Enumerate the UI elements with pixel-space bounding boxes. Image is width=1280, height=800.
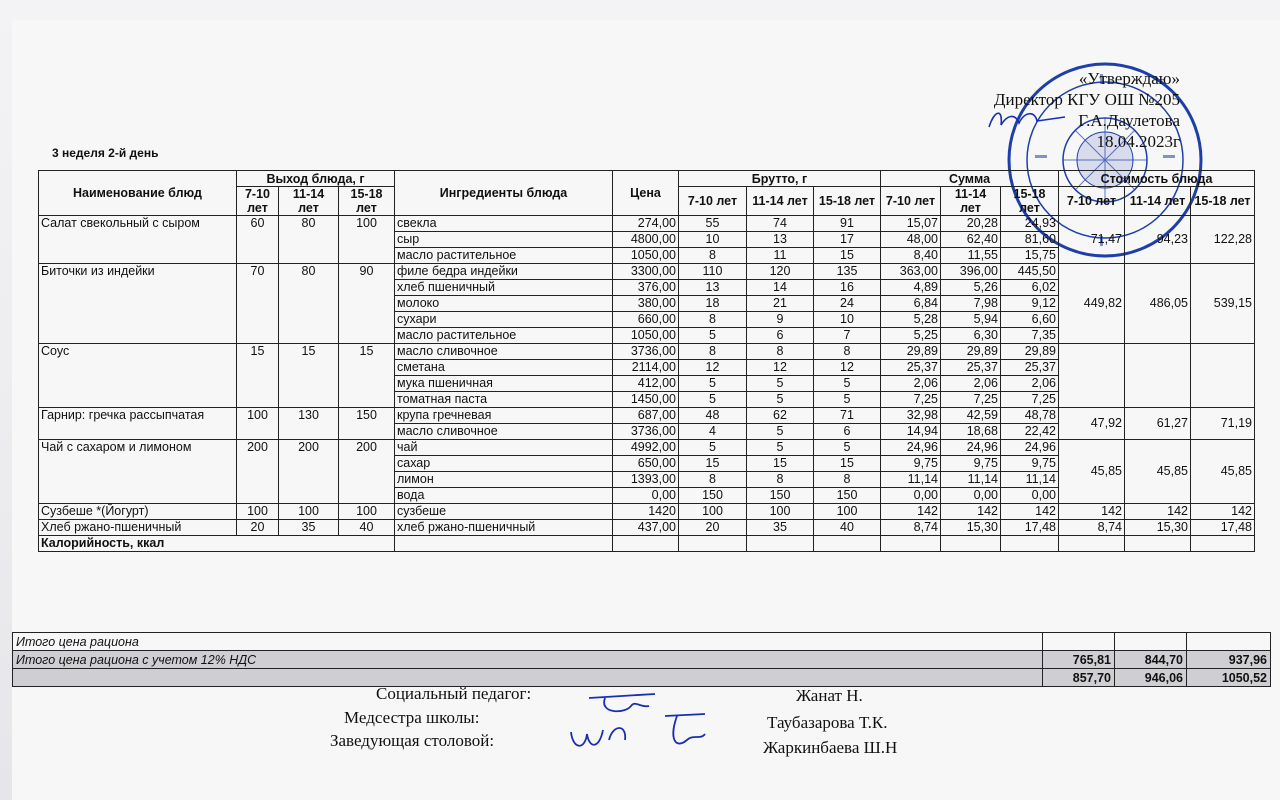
ingredient-sum: 25,37 — [881, 360, 941, 376]
ingredient-brutto: 74 — [747, 216, 814, 232]
dish-yield: 200 — [279, 440, 339, 504]
dish-yield: 100 — [279, 504, 339, 520]
dish-cost: 142 — [1059, 504, 1125, 520]
ingredient-brutto: 110 — [679, 264, 747, 280]
dish-cost: 61,27 — [1125, 408, 1191, 440]
ingredient-brutto: 6 — [814, 424, 881, 440]
ingredient-brutto: 8 — [747, 344, 814, 360]
ingredient-sum: 7,25 — [881, 392, 941, 408]
ingredient-sum: 24,96 — [1001, 440, 1059, 456]
ingredient-brutto: 40 — [814, 520, 881, 536]
ingredient-sum: 2,06 — [1001, 376, 1059, 392]
header-age-sum: 7-10 лет — [881, 187, 941, 216]
ingredient-brutto: 8 — [814, 344, 881, 360]
ingredient-brutto: 5 — [679, 328, 747, 344]
ingredient-name: сухари — [395, 312, 613, 328]
header-age-sum: 15-18 лет — [1001, 187, 1059, 216]
vat-value: 946,06 — [1115, 669, 1187, 687]
ingredient-price: 437,00 — [613, 520, 679, 536]
director-signature — [985, 105, 1075, 135]
dish-cost: 15,30 — [1125, 520, 1191, 536]
ingredient-brutto: 12 — [679, 360, 747, 376]
dish-yield: 100 — [237, 408, 279, 440]
ingredient-sum: 363,00 — [881, 264, 941, 280]
ingredient-sum: 29,89 — [881, 344, 941, 360]
dish-yield: 15 — [279, 344, 339, 408]
ingredient-sum: 7,25 — [941, 392, 1001, 408]
ingredient-brutto: 8 — [747, 472, 814, 488]
dish-yield: 70 — [237, 264, 279, 344]
vat-value: 857,70 — [1043, 669, 1115, 687]
dish-cost: 142 — [1191, 504, 1255, 520]
ingredient-brutto: 8 — [679, 344, 747, 360]
signature-name: Жаркинбаева Ш.Н — [763, 738, 898, 757]
ingredient-price: 3300,00 — [613, 264, 679, 280]
ingredient-name: крупа гречневая — [395, 408, 613, 424]
ingredient-brutto: 20 — [679, 520, 747, 536]
table-row — [39, 216, 1255, 232]
total-value: 844,70 — [1115, 651, 1187, 669]
ingredient-brutto: 8 — [679, 248, 747, 264]
ingredient-sum: 18,68 — [941, 424, 1001, 440]
dish-yield: 200 — [339, 440, 395, 504]
ingredient-sum: 9,12 — [1001, 296, 1059, 312]
dish-name: Чай с сахаром и лимоном — [39, 440, 237, 504]
ingredient-sum: 48,78 — [1001, 408, 1059, 424]
ingredient-brutto: 10 — [679, 232, 747, 248]
ingredient-sum: 62,40 — [941, 232, 1001, 248]
dish-cost: 122,28 — [1191, 216, 1255, 264]
header-age-yield: 7-10 лет — [237, 187, 279, 216]
header-age-yield: 11-14 лет — [279, 187, 339, 216]
dish-cost: 449,82 — [1059, 264, 1125, 344]
header-age-cost: 11-14 лет — [1125, 187, 1191, 216]
dish-yield: 15 — [237, 344, 279, 408]
ingredient-name: филе бедра индейки — [395, 264, 613, 280]
ingredient-brutto: 150 — [814, 488, 881, 504]
ingredient-sum: 0,00 — [1001, 488, 1059, 504]
ingredient-price: 660,00 — [613, 312, 679, 328]
ingredient-brutto: 15 — [814, 456, 881, 472]
ingredient-sum: 142 — [1001, 504, 1059, 520]
ingredient-name: масло сливочное — [395, 344, 613, 360]
ingredient-price: 687,00 — [613, 408, 679, 424]
ingredient-sum: 11,14 — [941, 472, 1001, 488]
ingredient-price: 274,00 — [613, 216, 679, 232]
ingredient-brutto: 91 — [814, 216, 881, 232]
header-yield: Выход блюда, г — [237, 171, 395, 187]
dish-name: Сузбеше *(Йогурт) — [39, 504, 237, 520]
ingredient-sum: 7,25 — [1001, 392, 1059, 408]
ingredient-brutto: 150 — [747, 488, 814, 504]
ingredient-brutto: 16 — [814, 280, 881, 296]
ingredient-brutto: 11 — [747, 248, 814, 264]
dish-cost: 17,48 — [1191, 520, 1255, 536]
ingredient-sum: 0,00 — [881, 488, 941, 504]
ingredient-price: 4800,00 — [613, 232, 679, 248]
ingredient-sum: 7,35 — [1001, 328, 1059, 344]
ingredient-sum: 11,14 — [881, 472, 941, 488]
ingredient-brutto: 48 — [679, 408, 747, 424]
dish-yield: 15 — [339, 344, 395, 408]
dish-yield: 80 — [279, 216, 339, 264]
ingredient-brutto: 21 — [747, 296, 814, 312]
ingredient-sum: 11,55 — [941, 248, 1001, 264]
ingredient-sum: 81,60 — [1001, 232, 1059, 248]
ingredient-brutto: 8 — [814, 472, 881, 488]
ingredient-name: хлеб пшеничный — [395, 280, 613, 296]
ingredient-brutto: 120 — [747, 264, 814, 280]
dish-yield: 90 — [339, 264, 395, 344]
signature-role: Социальный педагог: — [376, 684, 532, 703]
signature-name: Жанат Н. — [796, 686, 863, 705]
ingredient-brutto: 55 — [679, 216, 747, 232]
ingredient-brutto: 5 — [679, 376, 747, 392]
total-label: Итого цена рациона — [13, 633, 1043, 651]
ingredient-name: масло растительное — [395, 328, 613, 344]
ingredient-brutto: 15 — [679, 456, 747, 472]
ingredient-brutto: 6 — [747, 328, 814, 344]
ingredient-sum: 17,48 — [1001, 520, 1059, 536]
ingredient-sum: 42,59 — [941, 408, 1001, 424]
dish-cost: 94,23 — [1125, 216, 1191, 264]
ingredient-brutto: 150 — [679, 488, 747, 504]
ingredient-brutto: 8 — [679, 312, 747, 328]
dish-cost: 45,85 — [1191, 440, 1255, 504]
ingredient-name: мука пшеничная — [395, 376, 613, 392]
signature-role: Заведующая столовой: — [330, 731, 495, 750]
ingredient-brutto: 15 — [814, 248, 881, 264]
dish-name: Хлеб ржано-пшеничный — [39, 520, 237, 536]
total-value: 765,81 — [1043, 651, 1115, 669]
total-value: 937,96 — [1187, 651, 1271, 669]
ingredient-sum: 6,60 — [1001, 312, 1059, 328]
table-row — [39, 440, 1255, 456]
ingredient-sum: 142 — [881, 504, 941, 520]
ingredient-sum: 5,94 — [941, 312, 1001, 328]
ingredient-sum: 11,14 — [1001, 472, 1059, 488]
ingredient-sum: 20,28 — [941, 216, 1001, 232]
ingredient-sum: 2,06 — [941, 376, 1001, 392]
ingredient-sum: 24,96 — [941, 440, 1001, 456]
ingredient-price: 380,00 — [613, 296, 679, 312]
table-row — [39, 504, 1255, 520]
ingredient-name: сметана — [395, 360, 613, 376]
ingredient-price: 0,00 — [613, 488, 679, 504]
ingredient-brutto: 5 — [747, 440, 814, 456]
ingredient-brutto: 14 — [747, 280, 814, 296]
ingredient-name: сахар — [395, 456, 613, 472]
ingredient-price: 2114,00 — [613, 360, 679, 376]
ingredient-name: чай — [395, 440, 613, 456]
ingredient-sum: 445,50 — [1001, 264, 1059, 280]
ingredient-brutto: 17 — [814, 232, 881, 248]
dish-name: Биточки из индейки — [39, 264, 237, 344]
ingredient-sum: 396,00 — [941, 264, 1001, 280]
dish-yield: 20 — [237, 520, 279, 536]
dish-cost: 71,47 — [1059, 216, 1125, 264]
ingredient-sum: 29,89 — [941, 344, 1001, 360]
ingredient-sum: 6,02 — [1001, 280, 1059, 296]
dish-name: Гарнир: гречка рассыпчатая — [39, 408, 237, 440]
dish-cost: 142 — [1125, 504, 1191, 520]
ingredient-sum: 25,37 — [1001, 360, 1059, 376]
ingredient-price: 1050,00 — [613, 328, 679, 344]
ingredient-sum: 5,26 — [941, 280, 1001, 296]
ingredient-brutto: 12 — [747, 360, 814, 376]
ingredient-brutto: 7 — [814, 328, 881, 344]
ingredient-name: свекла — [395, 216, 613, 232]
dish-cost: 47,92 — [1059, 408, 1125, 440]
totals-table — [12, 632, 1271, 687]
signature-role: Медсестра школы: — [344, 708, 480, 727]
ingredient-brutto: 5 — [747, 424, 814, 440]
ingredient-sum: 6,84 — [881, 296, 941, 312]
ingredient-brutto: 100 — [679, 504, 747, 520]
ingredient-brutto: 12 — [814, 360, 881, 376]
dish-yield: 130 — [279, 408, 339, 440]
dish-yield: 150 — [339, 408, 395, 440]
ingredient-price: 650,00 — [613, 456, 679, 472]
menu-table — [38, 170, 1255, 552]
header-age-brutto: 11-14 лет — [747, 187, 814, 216]
ingredient-sum: 5,25 — [881, 328, 941, 344]
ingredient-brutto: 5 — [814, 376, 881, 392]
dish-cost — [1059, 344, 1125, 408]
table-row — [39, 520, 1255, 536]
header-age-sum: 11-14 лет — [941, 187, 1001, 216]
dish-cost: 8,74 — [1059, 520, 1125, 536]
ingredient-sum: 15,30 — [941, 520, 1001, 536]
ingredient-brutto: 5 — [814, 392, 881, 408]
ingredient-sum: 14,94 — [881, 424, 941, 440]
ingredient-sum: 8,74 — [881, 520, 941, 536]
ingredient-price: 412,00 — [613, 376, 679, 392]
ingredient-name: масло сливочное — [395, 424, 613, 440]
ingredient-brutto: 13 — [679, 280, 747, 296]
dish-cost: 45,85 — [1059, 440, 1125, 504]
ingredient-sum: 5,28 — [881, 312, 941, 328]
ingredient-brutto: 71 — [814, 408, 881, 424]
signature-name: Таубазарова Т.К. — [767, 713, 888, 732]
header-age-brutto: 7-10 лет — [679, 187, 747, 216]
dish-yield: 200 — [237, 440, 279, 504]
ingredient-sum: 32,98 — [881, 408, 941, 424]
day-title: 3 неделя 2-й день — [52, 146, 159, 160]
ingredient-brutto: 18 — [679, 296, 747, 312]
ingredient-name: сыр — [395, 232, 613, 248]
ingredient-brutto: 100 — [747, 504, 814, 520]
ingredient-sum: 6,30 — [941, 328, 1001, 344]
ingredient-brutto: 9 — [747, 312, 814, 328]
ingredient-sum: 24,93 — [1001, 216, 1059, 232]
ingredient-brutto: 5 — [814, 440, 881, 456]
ingredient-name: хлеб ржано-пшеничный — [395, 520, 613, 536]
ingredient-sum: 0,00 — [941, 488, 1001, 504]
ingredient-name: молоко — [395, 296, 613, 312]
dish-name: Соус — [39, 344, 237, 408]
header-dish: Наименование блюд — [39, 171, 237, 216]
ingredient-price: 3736,00 — [613, 424, 679, 440]
ingredient-brutto: 10 — [814, 312, 881, 328]
ingredient-brutto: 135 — [814, 264, 881, 280]
ingredient-price: 3736,00 — [613, 344, 679, 360]
vat-value: 1050,52 — [1187, 669, 1271, 687]
ingredient-brutto: 5 — [747, 376, 814, 392]
header-cost: Стоимость блюда — [1059, 171, 1255, 187]
ingredient-name: лимон — [395, 472, 613, 488]
ingredient-name: сузбеше — [395, 504, 613, 520]
ingredient-brutto: 8 — [679, 472, 747, 488]
ingredient-brutto: 5 — [679, 440, 747, 456]
ingredient-price: 1050,00 — [613, 248, 679, 264]
header-age-brutto: 15-18 лет — [814, 187, 881, 216]
dish-cost: 486,05 — [1125, 264, 1191, 344]
ingredient-sum: 9,75 — [881, 456, 941, 472]
ingredient-sum: 48,00 — [881, 232, 941, 248]
ingredient-sum: 8,40 — [881, 248, 941, 264]
header-brutto: Брутто, г — [679, 171, 881, 187]
ingredient-sum: 22,42 — [1001, 424, 1059, 440]
dish-yield: 80 — [279, 264, 339, 344]
header-age-yield: 15-18 лет — [339, 187, 395, 216]
ingredient-brutto: 13 — [747, 232, 814, 248]
dish-cost: 71,19 — [1191, 408, 1255, 440]
approval-position: Директор КГУ ОШ №205 — [993, 90, 1180, 109]
ingredient-sum: 9,75 — [1001, 456, 1059, 472]
table-row — [39, 264, 1255, 280]
dish-yield: 60 — [237, 216, 279, 264]
table-row — [39, 344, 1255, 360]
dish-cost — [1125, 344, 1191, 408]
approval-heading: «Утверждаю» — [1078, 69, 1180, 88]
ingredient-sum: 15,75 — [1001, 248, 1059, 264]
ingredient-sum: 2,06 — [881, 376, 941, 392]
approval-date: 18.04.2023г — [1096, 132, 1180, 151]
dish-cost: 45,85 — [1125, 440, 1191, 504]
dish-yield: 100 — [339, 216, 395, 264]
header-age-cost: 15-18 лет — [1191, 187, 1255, 216]
ingredient-sum: 4,89 — [881, 280, 941, 296]
ingredient-sum: 142 — [941, 504, 1001, 520]
ingredient-brutto: 100 — [814, 504, 881, 520]
calories-label: Калорийность, ккал — [39, 536, 395, 552]
ingredient-brutto: 4 — [679, 424, 747, 440]
header-sum: Сумма — [881, 171, 1059, 187]
ingredient-price: 1420 — [613, 504, 679, 520]
ingredient-brutto: 5 — [747, 392, 814, 408]
ingredient-sum: 25,37 — [941, 360, 1001, 376]
ingredient-sum: 7,98 — [941, 296, 1001, 312]
ingredient-name: вода — [395, 488, 613, 504]
header-age-cost: 7-10 лет — [1059, 187, 1125, 216]
ingredient-price: 1393,00 — [613, 472, 679, 488]
ingredient-brutto: 35 — [747, 520, 814, 536]
ingredient-brutto: 5 — [679, 392, 747, 408]
ingredient-sum: 29,89 — [1001, 344, 1059, 360]
calories-row — [39, 536, 1255, 552]
ingredient-brutto: 24 — [814, 296, 881, 312]
ingredient-sum: 24,96 — [881, 440, 941, 456]
table-row — [39, 408, 1255, 424]
ingredient-sum: 9,75 — [941, 456, 1001, 472]
ingredient-price: 1450,00 — [613, 392, 679, 408]
ingredient-brutto: 62 — [747, 408, 814, 424]
dish-yield: 40 — [339, 520, 395, 536]
ingredient-name: масло растительное — [395, 248, 613, 264]
dish-name: Салат свекольный с сыром — [39, 216, 237, 264]
ingredient-price: 4992,00 — [613, 440, 679, 456]
dish-yield: 100 — [339, 504, 395, 520]
ingredient-name: томатная паста — [395, 392, 613, 408]
header-price: Цена — [613, 171, 679, 216]
dish-cost: 539,15 — [1191, 264, 1255, 344]
dish-cost — [1191, 344, 1255, 408]
header-ingredients: Ингредиенты блюда — [395, 171, 613, 216]
vat-label: Итого цена рациона с учетом 12% НДС — [13, 651, 1043, 669]
dish-yield: 100 — [237, 504, 279, 520]
ingredient-sum: 15,07 — [881, 216, 941, 232]
approval-name: Г.А.Даулетова — [1078, 111, 1180, 130]
ingredient-brutto: 15 — [747, 456, 814, 472]
handwritten-signature — [565, 710, 715, 755]
ingredient-price: 376,00 — [613, 280, 679, 296]
dish-yield: 35 — [279, 520, 339, 536]
